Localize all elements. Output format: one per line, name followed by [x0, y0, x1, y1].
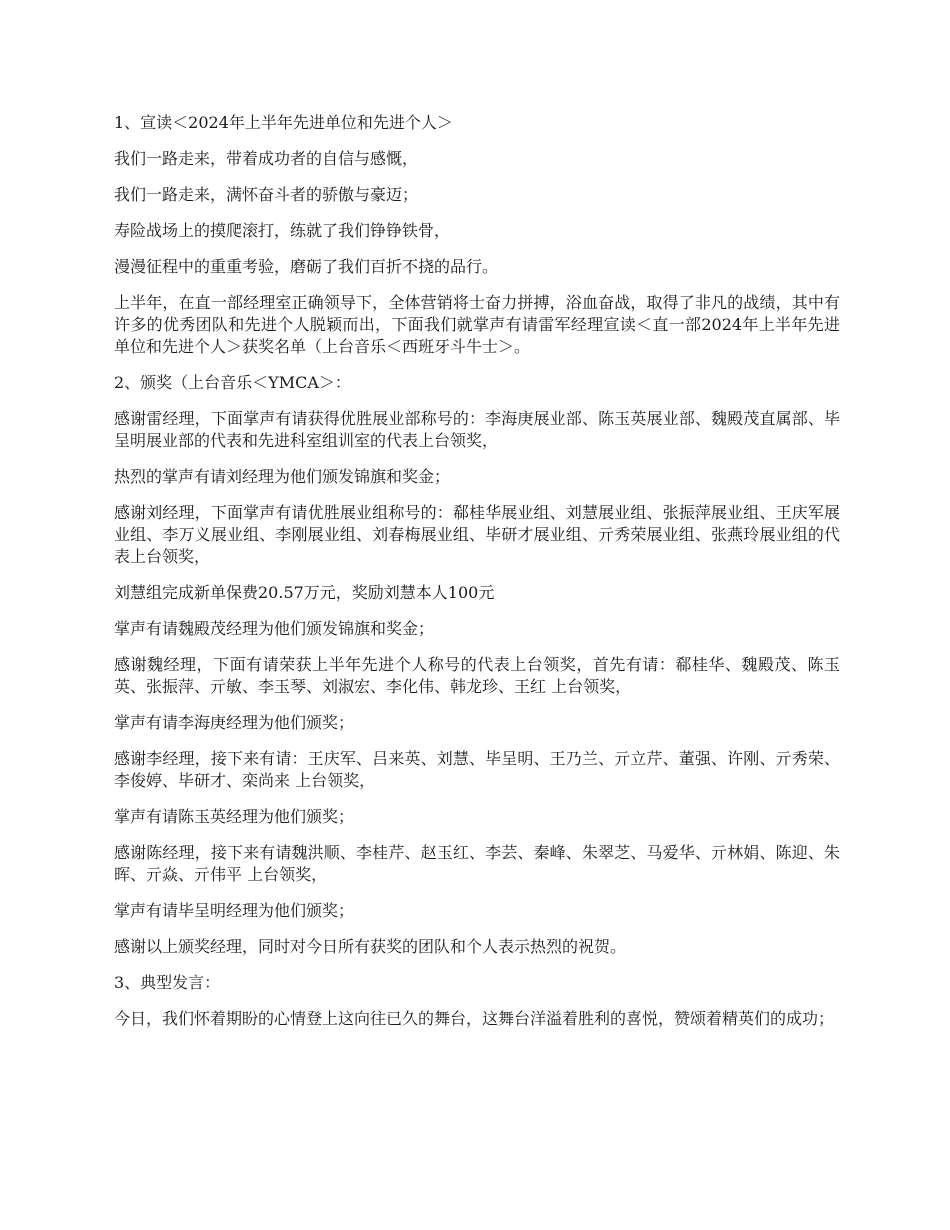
- paragraph: 我们一路走来，带着成功者的自信与感慨，: [114, 149, 419, 168]
- paragraph: 感谢魏经理，下面有请荣获上半年先进个人称号的代表上台领奖，首先有请：郗桂华、魏殿茂、陈玉英、张振萍、亓敏、李玉琴、刘淑宏、李化伟、韩龙珍、王红 上台领奖，: [114, 655, 840, 696]
- document-body: [114, 112, 840, 1044]
- section-heading-2: 2、颁奖（上台音乐＜YMCA＞：: [114, 373, 351, 392]
- paragraph: 掌声有请毕呈明经理为他们颁奖；: [114, 901, 355, 920]
- section-heading-1: 1、宣读＜2024年上半年先进单位和先进个人＞: [114, 113, 453, 132]
- section-heading-3: 3、典型发言：: [114, 973, 221, 992]
- paragraph: 感谢陈经理，接下来有请魏洪顺、李桂芹、赵玉红、李芸、秦峰、朱翠芝、马爱华、亓林娟、陈迎、朱晖、亓焱、亓伟平 上台领奖，: [114, 843, 840, 884]
- paragraph: 今日，我们怀着期盼的心情登上这向往已久的舞台，这舞台洋溢着胜利的喜悦，赞颂着精英们的成功；: [114, 1009, 835, 1028]
- paragraph: 感谢雷经理，下面掌声有请获得优胜展业部称号的：李海庚展业部、陈玉英展业部、魏殿茂直属部、毕呈明展业部的代表和先进科室组训室的代表上台领奖，: [114, 409, 840, 450]
- paragraph: 感谢刘经理，下面掌声有请优胜展业组称号的：郗桂华展业组、刘慧展业组、张振萍展业组、王庆军展业组、李万义展业组、李刚展业组、刘春梅展业组、毕研才展业组、亓秀荣展业组、张燕玲展业组的代表上台领奖，: [114, 503, 840, 566]
- paragraph: 寿险战场上的摸爬滚打，练就了我们铮铮铁骨，: [114, 221, 451, 240]
- paragraph: 掌声有请魏殿茂经理为他们颁发锦旗和奖金；: [114, 619, 435, 638]
- paragraph: 刘慧组完成新单保费20.57万元，奖励刘慧本人100元: [114, 583, 495, 602]
- paragraph: 掌声有请陈玉英经理为他们颁奖；: [114, 807, 355, 826]
- paragraph: 感谢李经理，接下来有请：王庆军、吕来英、刘慧、毕呈明、王乃兰、亓立芹、董强、许刚、亓秀荣、李俊婷、毕研才、栾尚来 上台领奖，: [114, 749, 840, 790]
- paragraph: 上半年，在直一部经理室正确领导下，全体营销将士奋力拼搏，浴血奋战，取得了非凡的战绩，其中有许多的优秀团队和先进个人脱颖而出，下面我们就掌声有请雷军经理宣读＜直一部2024年上半年先进单位和先进个人＞获奖名单（上台音乐＜西班牙斗牛士＞。: [114, 293, 840, 356]
- paragraph: 漫漫征程中的重重考验，磨砺了我们百折不挠的品行。: [114, 257, 499, 276]
- paragraph: 我们一路走来，满怀奋斗者的骄傲与豪迈；: [114, 185, 419, 204]
- paragraph: 掌声有请李海庚经理为他们颁奖；: [114, 713, 355, 732]
- paragraph: 感谢以上颁奖经理，同时对今日所有获奖的团队和个人表示热烈的祝贺。: [114, 937, 627, 956]
- paragraph: 热烈的掌声有请刘经理为他们颁发锦旗和奖金；: [114, 467, 451, 486]
